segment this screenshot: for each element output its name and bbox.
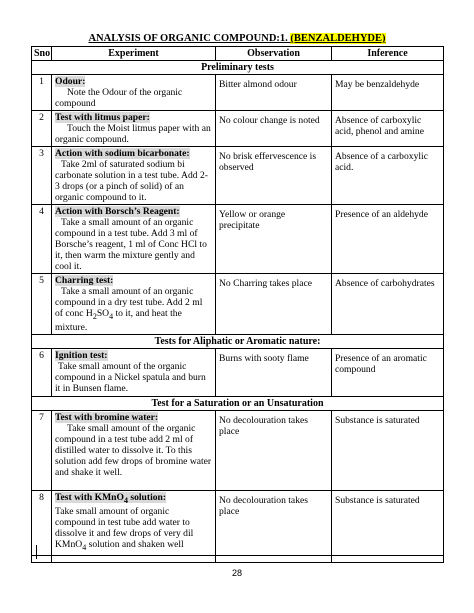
test-heading: Ignition test: (55, 349, 108, 361)
experiment-cell (52, 274, 216, 335)
page-title (0, 33, 474, 44)
observation-cell: Burns with sooty flame (216, 348, 332, 396)
inference-cell: Absence of a carboxylic acid. (332, 147, 444, 205)
inference-cell: Substance is saturated (332, 410, 444, 490)
title-highlight: (BENZALDEHYDE) (290, 33, 386, 44)
footer-rule (31, 555, 443, 556)
experiment-text: Take a small amount of an organic compound in a test tube. Add 3 ml of Borsche’s reagent, 1 ml of Conc HCl to it, then warm the mixture gently and cool it. (55, 217, 207, 272)
test-heading: Odour: (55, 76, 86, 87)
table-row (32, 147, 444, 205)
table-row (32, 490, 444, 562)
row-sno: 1 (32, 75, 52, 111)
experiment-cell (52, 205, 216, 274)
experiment-text: Note the Odour of the organic compound (55, 87, 183, 109)
row-sno: 2 (32, 111, 52, 147)
test-heading: Charring test: (55, 275, 114, 286)
page-number: 28 (231, 568, 242, 578)
row-sno: 4 (32, 205, 52, 274)
section-row (32, 396, 444, 410)
observation-cell: No decolouration takes place (216, 410, 332, 490)
section-aliphatic: Tests for Aliphatic or Aromatic nature: (32, 334, 444, 348)
test-heading: Test with litmus paper: (55, 112, 150, 123)
test-heading: Action with sodium bicarbonate: (55, 148, 190, 159)
experiment-cell (52, 111, 216, 147)
experiment-cell (52, 410, 216, 490)
inference-cell: Presence of an aromatic compound (332, 348, 444, 396)
section-saturation: Test for a Saturation or an Unsaturation (32, 396, 444, 410)
experiment-text: Take 2ml of saturated sodium bi carbonate solution in a test tube. Add 2-3 drops (or a pinch of solid) of an organic compound to it. (55, 159, 208, 203)
table-row (32, 75, 444, 111)
inference-cell: May be benzaldehyde (332, 75, 444, 111)
observation-cell: Yellow or orange precipitate (216, 205, 332, 274)
inference-cell: Presence of an aldehyde (332, 205, 444, 274)
observation-cell: No decolouration takes place (216, 490, 332, 562)
header-experiment: Experiment (52, 47, 216, 61)
table-row (32, 348, 444, 396)
analysis-table (31, 46, 444, 563)
experiment-text: Take a small amount of an organic compound in a dry test tube. Add 2 ml of conc $H_2SO_4$ to it, and heat the mixture. (55, 286, 203, 333)
table-row (32, 410, 444, 490)
row-sno: 3 (32, 147, 52, 205)
test-heading: Action with Borsch’s Reagent: (55, 206, 180, 217)
inference-cell: Substance is saturated (332, 490, 444, 562)
observation-cell: No Charring takes place (216, 274, 332, 335)
observation-cell: Bitter almond odour (216, 75, 332, 111)
test-heading: Test with KMnO$_4$ solution: (55, 491, 167, 505)
section-preliminary: Preliminary tests (32, 61, 444, 75)
row-sno: 5 (32, 274, 52, 335)
experiment-cell (52, 75, 216, 111)
table-row (32, 111, 444, 147)
experiment-text: Take small amount of organic compound in test tube add water to dissolve it and few drops of very dil KMnO$_4$ solution and shaken well (55, 505, 194, 552)
table-row (32, 274, 444, 335)
row-sno: 7 (32, 410, 52, 490)
header-sno: Sno (32, 47, 52, 61)
experiment-text: Touch the Moist litmus paper with an organic compound. (55, 123, 211, 145)
experiment-cell (52, 147, 216, 205)
experiment-cell (52, 490, 216, 562)
experiment-text: Take small amount of the organic compound in a Nickel spatula and burn it in Bunsen flame. (55, 360, 206, 394)
test-heading: Test with bromine water: (55, 411, 159, 423)
inference-cell: Absence of carboxylic acid, phenol and amine (332, 111, 444, 147)
inference-cell: Absence of carbohydrates (332, 274, 444, 335)
header-inference: Inference (332, 47, 444, 61)
footer-tick (36, 545, 37, 559)
row-sno: 8 (32, 490, 52, 562)
header-observation: Observation (216, 47, 332, 61)
experiment-cell (52, 348, 216, 396)
section-row (32, 334, 444, 348)
observation-cell: No brisk effervescence is observed (216, 147, 332, 205)
table-row (32, 205, 444, 274)
observation-cell: No colour change is noted (216, 111, 332, 147)
header-row (32, 47, 444, 61)
title-prefix: ANALYSIS OF ORGANIC COMPOUND:1. (88, 33, 291, 44)
experiment-text: Take small amount of the organic compound in a test tube add 2 ml of distilled water to dissolve it. To this solution add few drops of bromine water and shake it well. (55, 422, 212, 478)
row-sno: 6 (32, 348, 52, 396)
section-row (32, 61, 444, 75)
